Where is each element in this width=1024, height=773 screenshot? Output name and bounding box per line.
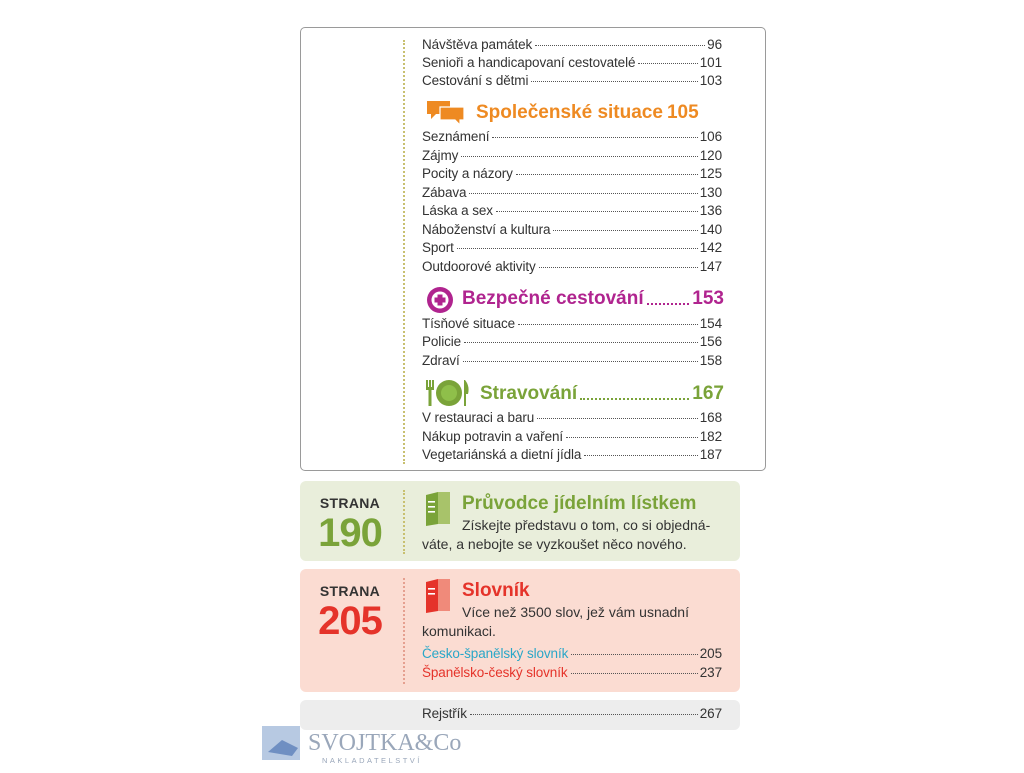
- toc-entry[interactable]: Návštěva památek 96: [422, 37, 722, 52]
- section-heading-social[interactable]: Společenské situace 105: [476, 102, 699, 123]
- index-entry[interactable]: Rejstřík 267: [422, 706, 722, 721]
- toc-entry[interactable]: Zábava 130: [422, 185, 722, 200]
- section-heading-food[interactable]: Stravování 167: [480, 383, 724, 404]
- toc-entry[interactable]: Nákup potravin a vaření 182: [422, 429, 722, 444]
- open-book-icon: [424, 578, 452, 614]
- toc-entry[interactable]: Vegetariánská a dietní jídla 187: [422, 447, 722, 462]
- toc-entry[interactable]: Tísňové situace 154: [422, 316, 722, 331]
- plate-cutlery-icon: [424, 378, 472, 408]
- dictionary-text-line1: Více než 3500 slov, jež vám usnadní: [462, 604, 689, 620]
- strana-label: STRANA: [319, 583, 381, 599]
- toc-entry[interactable]: Sport 142: [422, 240, 722, 255]
- toc-entry[interactable]: Zájmy 120: [422, 148, 722, 163]
- medical-cross-icon: [426, 286, 454, 314]
- toc-entry[interactable]: Policie 156: [422, 334, 722, 349]
- toc-entry[interactable]: Outdoorové aktivity 147: [422, 259, 722, 274]
- toc-entry[interactable]: V restauraci a baru 168: [422, 410, 722, 425]
- menu-guide-title[interactable]: Průvodce jídelním lístkem: [462, 493, 697, 514]
- dictionary-link-es-cz[interactable]: Španělsko-český slovník 237: [422, 665, 722, 680]
- toc-divider-line: [403, 40, 405, 464]
- section-heading-safety[interactable]: Bezpečné cestování 153: [462, 288, 724, 309]
- logo-name: SVOJTKA&Co.: [308, 730, 462, 756]
- dictionary-title[interactable]: Slovník: [462, 580, 530, 601]
- menu-guide-text-line2: váte, a nebojte se vyzkoušet něco nového.: [422, 536, 687, 552]
- strana-label: STRANA: [319, 495, 381, 511]
- toc-entry[interactable]: Seznámení 106: [422, 129, 722, 144]
- speech-bubbles-icon: [426, 100, 466, 126]
- toc-entry[interactable]: Cestování s dětmi 103: [422, 73, 722, 88]
- dictionary-text-line2: komunikaci.: [422, 623, 496, 639]
- dictionary-link-cz-es[interactable]: Česko-španělský slovník 205: [422, 646, 722, 661]
- panel-divider-line: [403, 578, 405, 684]
- logo-subtitle: NAKLADATELSTVÍ: [322, 756, 422, 765]
- toc-entry[interactable]: Náboženství a kultura 140: [422, 222, 722, 237]
- toc-entry[interactable]: Pocity a názory 125: [422, 166, 722, 181]
- menu-guide-text-line1: Získejte představu o tom, co si objedná-: [462, 517, 711, 533]
- publisher-logo: [262, 722, 462, 768]
- page-number-menu-guide[interactable]: 190: [318, 511, 382, 555]
- panel-divider-line: [403, 490, 405, 554]
- toc-entry[interactable]: Zdraví 158: [422, 353, 722, 368]
- toc-entry[interactable]: Láska a sex 136: [422, 203, 722, 218]
- open-book-icon: [424, 491, 452, 527]
- toc-entry[interactable]: Senioři a handicapovaní cestovatelé 101: [422, 55, 722, 70]
- page-number-dictionary[interactable]: 205: [318, 599, 382, 643]
